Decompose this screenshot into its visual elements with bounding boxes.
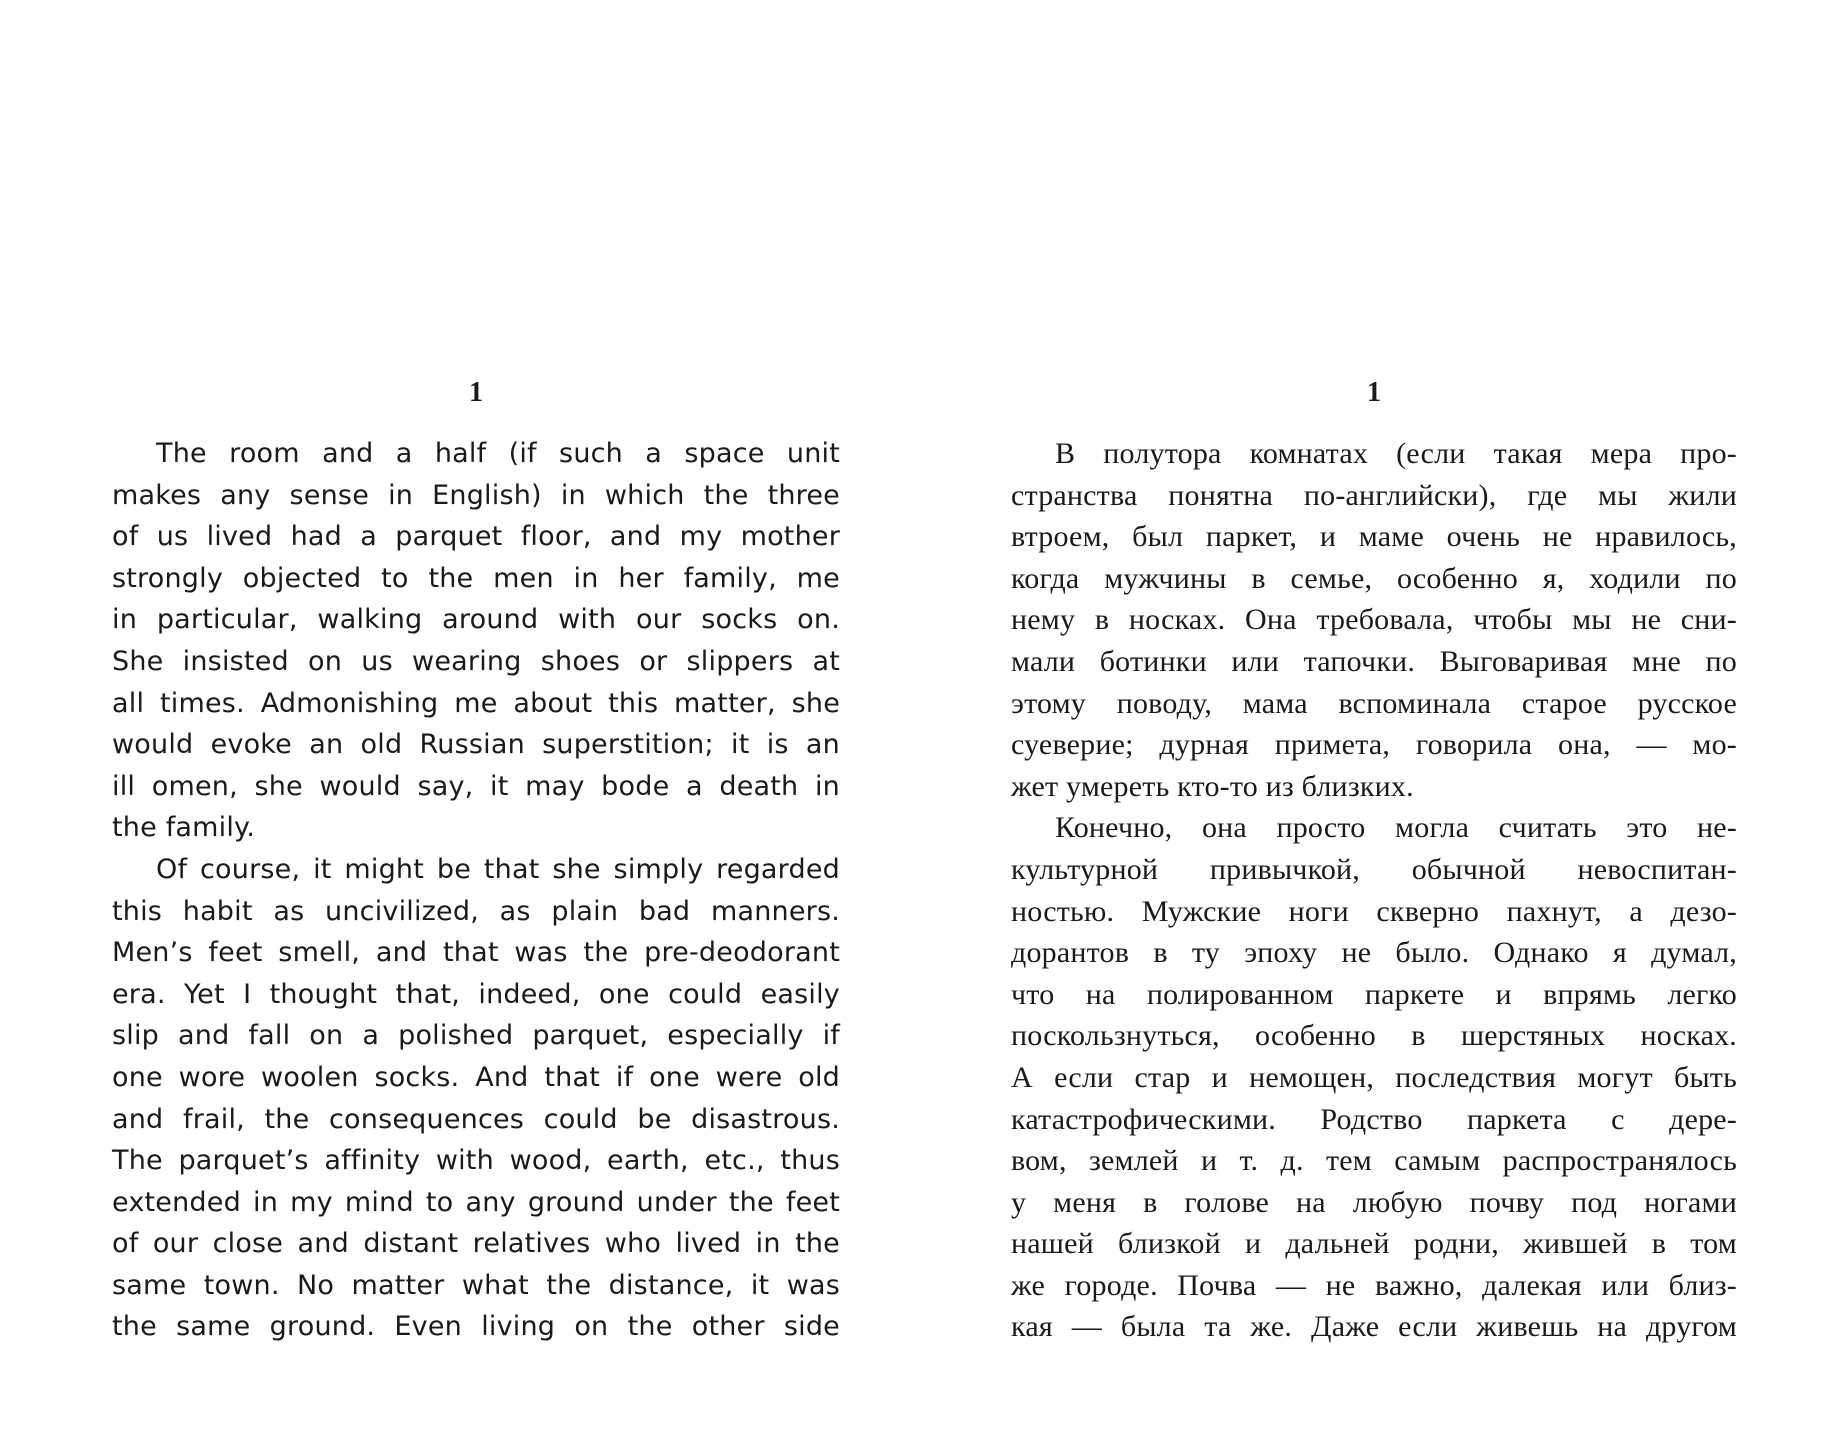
- text-line: мали ботинки или тапочки. Выговаривая мне по: [1011, 644, 1737, 678]
- chapter-number: 1: [1367, 377, 1381, 408]
- text-line: slip and fall on a polished parquet, especially if: [112, 1020, 840, 1052]
- text-line: В полутора комнатах (если такая мера про-: [1055, 437, 1737, 470]
- text-line: The room and a half (if such a space unit: [156, 438, 840, 469]
- text-line: of us lived had a parquet floor, and my mother: [112, 521, 840, 553]
- text-line: нему в носках. Она требовала, чтобы мы не сни-: [1011, 603, 1737, 637]
- text-line: extended in my mind to any ground under the feet: [112, 1186, 840, 1218]
- text-line: нашей близкой и дальней родни, жившей в том: [1011, 1227, 1737, 1261]
- text-line: же городе. Почва — не важно, далекая или близ-: [1011, 1268, 1737, 1302]
- text-line: этому поводу, мама вспоминала старое русское: [1011, 686, 1737, 720]
- text-line: ностью. Мужские ноги скверно пахнут, а дезо-: [1011, 894, 1737, 928]
- text-line: втроем, был паркет, и маме очень не нравилось,: [1011, 520, 1737, 554]
- text-line: вом, землей и т. д. тем самым распространялось: [1011, 1144, 1737, 1178]
- text-line: Конечно, она просто могла считать это не-: [1055, 811, 1737, 845]
- text-line: all times. Admonishing me about this matter, she: [112, 687, 840, 719]
- text-line: что на полированном паркете и впрямь легко: [1011, 977, 1737, 1011]
- text-line: суеверие; дурная примета, говорила она, — мо-: [1011, 728, 1737, 762]
- text-line: Men’s feet smell, and that was the pre-deodorant: [112, 937, 840, 969]
- text-line: one wore woolen socks. And that if one were old: [112, 1061, 840, 1093]
- text-line: of our close and distant relatives who lived in the: [112, 1228, 840, 1260]
- text-line: era. Yet I thought that, indeed, one could easily: [112, 978, 840, 1010]
- text-line: жет умереть кто-то из близких.: [1011, 769, 1414, 803]
- text-line: makes any sense in English) in which the three: [112, 479, 840, 511]
- text-line: in particular, walking around with our socks on.: [112, 604, 840, 636]
- text-line: поскользнуться, особенно в шерстяных носках.: [1011, 1019, 1737, 1053]
- text-line: у меня в голове на любую почву под ногами: [1011, 1185, 1737, 1219]
- text-line: She insisted on us wearing shoes or slippers at: [112, 645, 840, 677]
- text-line: Of course, it might be that she simply regarded: [156, 853, 840, 885]
- text-line: same town. No matter what the distance, it was: [112, 1269, 840, 1301]
- text-line: кая — была та же. Даже если живешь на другом: [1011, 1310, 1737, 1344]
- text-line: катастрофическими. Родство паркета с дере-: [1011, 1102, 1737, 1136]
- text-line: would evoke an old Russian superstition; it is an: [112, 729, 840, 761]
- body-text: [1011, 433, 1737, 1348]
- text-line: когда мужчины в семье, особенно я, ходили по: [1011, 561, 1737, 595]
- chapter-number: 1: [469, 377, 483, 408]
- text-line: the same ground. Even living on the other side: [112, 1311, 840, 1343]
- text-line: The parquet’s affinity with wood, earth, etc., thus: [112, 1145, 840, 1177]
- text-line: ill omen, she would say, it may bode a death in: [112, 770, 840, 802]
- text-line: and frail, the consequences could be disastrous.: [112, 1103, 840, 1135]
- text-line: дорантов в ту эпоху не было. Однако я думал,: [1011, 936, 1737, 970]
- text-line: the family.: [112, 812, 256, 844]
- text-line: культурной привычкой, обычной невоспитан-: [1011, 852, 1737, 886]
- body-text: [112, 433, 840, 1348]
- text-line: странства понятна по-английски), где мы жили: [1011, 478, 1737, 512]
- text-line: А если стар и немощен, последствия могут быть: [1011, 1060, 1737, 1094]
- text-line: strongly objected to the men in her family, me: [112, 562, 840, 594]
- text-line: this habit as uncivilized, as plain bad manners.: [112, 895, 840, 927]
